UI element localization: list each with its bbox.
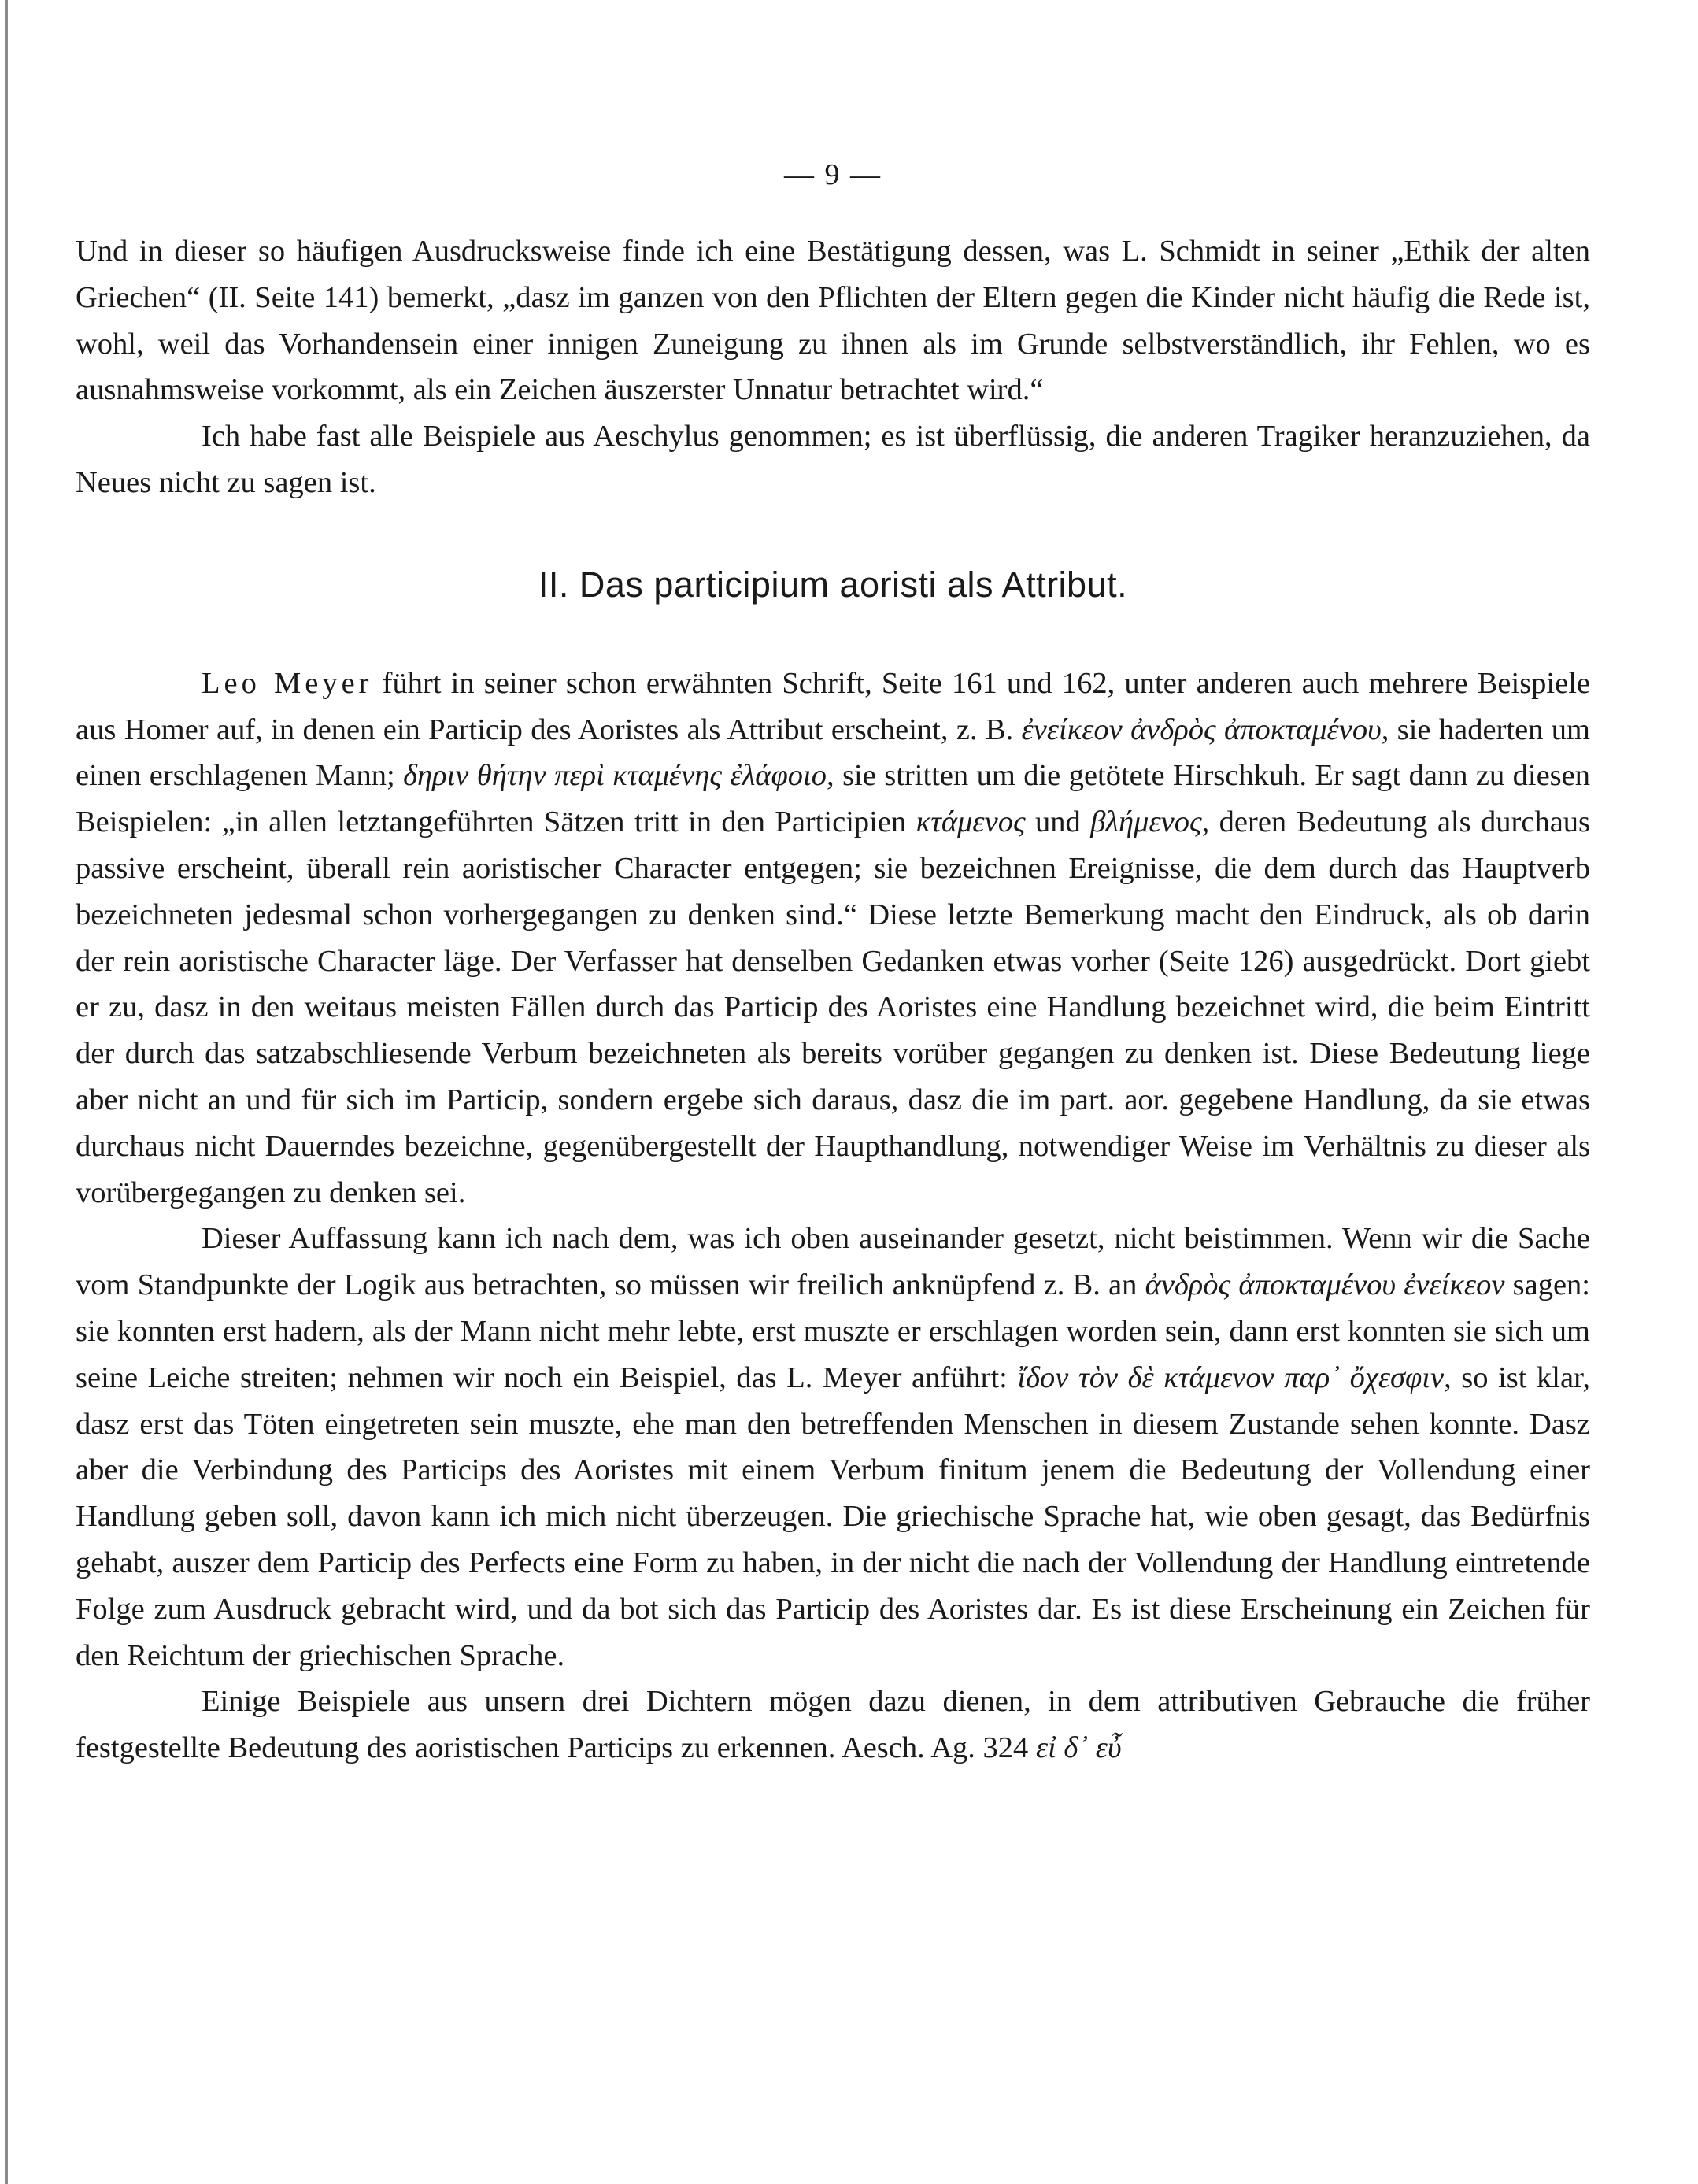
- paragraph-3: [76, 661, 1590, 1216]
- greek-quote: εἰ δ᾽ εὖ: [1035, 1731, 1122, 1765]
- text-run: , deren Bedeutung als durchaus passive erscheint, überall rein aoristischer Character entgegen; sie bezeichnen Ereignisse, die dem durch das Hauptverb bezeichneten jedesmal schon vorhergegangen zu denken sind.“ Diese letzte Bemerkung macht den Eindruck, als ob darin der rein aoristische Character läge. Der Verfasser hat denselben Gedanken etwas vorher (Seite 126) ausgedrückt. Dort giebt er zu, dasz in den weitaus meisten Fällen durch das Particip des Aoristes eine Handlung bezeichnet wird, die beim Eintritt der durch das satzabschliesende Verbum bezeichneten als bereits vorüber gegangen zu denken ist. Diese Bedeutung liege aber nicht an und für sich im Particip, sondern ergebe sich daraus, dasz die im part. aor. gegebene Handlung, da sie etwas durchaus nicht Dauerndes bezeichne, gegenübergestellt der Haupthandlung, notwendiger Weise im Verhältnis zu dieser als vorübergegangen zu denken sei.: [76, 805, 1591, 1209]
- text-run: , sie haderten um einen erschlagenen Mann;: [76, 713, 1590, 793]
- text-run: Dieser Auffassung kann ich nach dem, was ich oben auseinander gesetzt, nicht beistimmen. Wenn wir die Sache vom Standpunkte der Logik aus betrachten, so müssen wir freilich anknüpfend z. B. an: [76, 1222, 1590, 1302]
- text-run: , sie stritten um die getötete Hirschkuh. Er sagt dann zu diesen Beispielen: „in allen letztangeführten Sätzen tritt in den Participien: [76, 759, 1590, 839]
- greek-quote: κτάμενος: [916, 805, 1026, 839]
- text-run: sagen: sie konnten erst hadern, als der Mann nicht mehr lebte, erst muszte er erschlagen worden sein, dann erst konnten sie sich um seine Leiche streiten; nehmen wir noch ein Beispiel, das L. Meyer anführt:: [76, 1268, 1590, 1394]
- text-run: , so ist klar, dasz erst das Töten eingetreten sein muszte, ehe man den betreffenden Menschen in diesem Zustande sehen konnte. Dasz aber die Verbindung des Particips des Aoristes mit einem Verbum finitum jenem die Bedeutung der Vollendung einer Handlung geben soll, davon kann ich mich nicht überzeugen. Die griechische Sprache hat, wie oben gesagt, das Bedürfnis gehabt, auszer dem Particip des Perfects eine Form zu haben, in der nicht die nach der Vollendung der Handlung eintretende Folge zum Ausdruck gebracht wird, und da bot sich das Particip des Aoristes dar. Es ist diese Erscheinung ein Zeichen für den Reichtum der griechischen Sprache.: [76, 1360, 1590, 1672]
- text-run: Einige Beispiele aus unsern drei Dichtern mögen dazu dienen, in dem attributiven Gebrauche die früher festgestellte Bedeutung des aoristischen Particips zu erkennen. Aesch. Ag. 324: [76, 1685, 1590, 1765]
- page-number: — 9 —: [784, 158, 882, 191]
- greek-quote: ἐνείκεον ἀνδρὸς ἀποκταμένου: [1021, 713, 1382, 746]
- paragraph-1: Und in dieser so häufigen Ausdrucksweise finde ich eine Bestätigung dessen, was L. Schmidt in seiner „Ethik der alten Griechen“ (II. Seite 141) bemerkt, „dasz im ganzen von den Pflichten der Eltern gegen die Kinder nicht häufig die Rede ist, wohl, weil das Vorhandensein einer innigen Zuneigung zu ihnen als im Grunde selbstverständlich, ihr Fehlen, wo es ausnahmsweise vorkommt, als ein Zeichen äuszerster Unnatur betrachtet wird.“: [76, 235, 1590, 407]
- paragraph-5: [76, 1679, 1590, 1771]
- greek-quote: βλήμενος: [1090, 805, 1202, 839]
- document-page: [76, 157, 1590, 1771]
- greek-quote: δηριν θήτην περὶ κταμένης ἐλάφοιο: [403, 759, 827, 793]
- author-name: Leo Meyer: [202, 666, 373, 700]
- greek-quote: ἴδον τὸν δὲ κτάμενον παρ᾽ ὄχεσφιν: [1017, 1360, 1445, 1394]
- section-heading: II. Das participium aoristi als Attribut.: [538, 564, 1128, 605]
- paragraph-4: [76, 1216, 1590, 1679]
- text-run: führt in seiner schon erwähnten Schrift, Seite 161 und 162, unter anderen auch mehrere Beispiele aus Homer auf, in denen ein Particip des Aoristes als Attribut erscheint, z. B.: [76, 666, 1590, 746]
- page-edge-line: [5, 0, 8, 2184]
- greek-quote: ἀνδρὸς ἀποκταμένου ἐνείκεον: [1145, 1268, 1505, 1302]
- paragraph-2: Ich habe fast alle Beispiele aus Aeschylus genommen; es ist überflüssig, die anderen Tragiker heranzuziehen, da Neues nicht zu sagen ist.: [76, 420, 1590, 499]
- text-run: und: [1025, 805, 1091, 839]
